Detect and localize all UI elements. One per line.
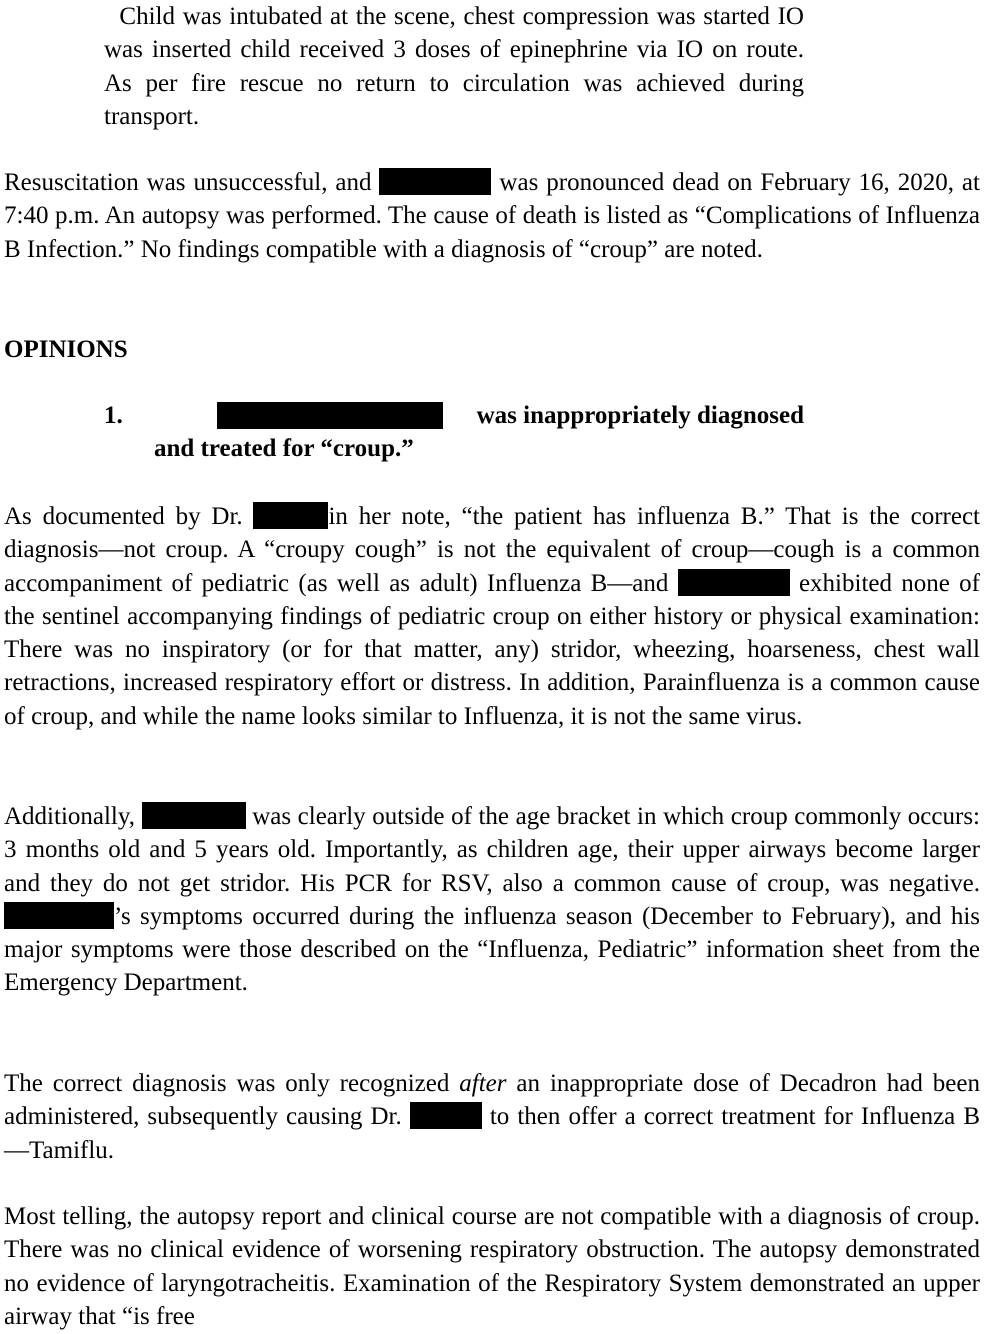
opinion-1-title-line2: and treated for “croup.” — [154, 435, 414, 462]
documented-text-3: exhibited none of the sentinel accompanying findings of pediatric croup on either history or physical examination: There was no inspiratory (or for that matter, any) stridor, wheezing, hoarseness, chest wall retractions, increased respiratory effort or distress. In addition, Parainfluenza is a common cause of croup, and while the name looks similar to Influenza, it is not the same virus. — [4, 569, 981, 730]
paragraph-resuscitation — [4, 166, 980, 266]
paragraph-most-telling — [4, 1200, 980, 1333]
paragraph-intubation-text: Child was intubated at the scene, chest compression was started IO was inserted child received 3 doses of epinephrine via IO on route. As per fire rescue no return to circulation was achieved during transport. — [104, 3, 804, 130]
paragraph-additionally — [4, 800, 980, 1000]
paragraph-documented — [4, 500, 980, 733]
correct-text-2: an inappropriate dose of Decadron had been administered, subsequently causing Dr. — [4, 1070, 980, 1131]
redacted-patient-name — [379, 168, 491, 195]
redacted-doctor-name — [410, 1102, 482, 1129]
additionally-text-2: was clearly outside of the age bracket in which croup commonly occurs: 3 months old and 5 years old. Importantly, as children age, their upper airways become larger and they do not get stridor. His PCR for RSV, also a common cause of croup, was negative. — [4, 803, 981, 897]
redacted-patient-name — [142, 802, 246, 829]
resuscitation-text-2: was pronounced dead on February 16, 2020, at 7:40 p.m. An autopsy was performed. The cause of death is listed as “Complications of Influenza B Infection.” No findings compatible with a diagnosis of “croup” are noted. — [4, 169, 980, 263]
paragraph-intubation — [104, 0, 804, 133]
opinion-number: 1. — [104, 401, 123, 429]
telling-text: Most telling, the autopsy report and clinical course are not compatible with a diagnosis of croup. There was no clinical evidence of worsening respiratory obstruction. The autopsy demonstrated no evidence of laryngotracheitis. Examination of the Respiratory System demonstrated an upper airway that “is free — [4, 1203, 980, 1330]
documented-text-1: As documented by Dr. — [4, 503, 254, 530]
opinion-1-title-line1: was inappropriately diagnosed — [476, 401, 804, 429]
additionally-text-1: Additionally, — [4, 803, 142, 830]
opinion-1-heading — [104, 399, 804, 465]
correct-text-3: to then offer a correct treatment for Influenza B—Tamiflu. — [4, 1103, 980, 1164]
correct-text-italic: after — [459, 1070, 507, 1097]
section-heading-opinions: OPINIONS — [4, 336, 128, 363]
redacted-doctor-name — [253, 502, 328, 529]
correct-text-1: The correct diagnosis was only recognized — [4, 1070, 460, 1097]
redacted-patient-name — [4, 902, 114, 929]
documented-text-2: in her note, “the patient has influenza B.” That is the correct diagnosis—not croup. A “croupy cough” is not the equivalent of croup—cough is a common accompaniment of pediatric (as well as adult) Influenza B—and — [4, 503, 980, 597]
redacted-patient-name — [217, 402, 443, 429]
paragraph-correct-diagnosis — [4, 1067, 980, 1167]
resuscitation-text-1: Resuscitation was unsuccessful, and — [4, 169, 380, 196]
redacted-patient-name — [678, 569, 790, 596]
additionally-text-3: ’s symptoms occurred during the influenza season (December to February), and his major symptoms were those described on the “Influenza, Pediatric” information sheet from the Emergency Department. — [4, 902, 980, 997]
